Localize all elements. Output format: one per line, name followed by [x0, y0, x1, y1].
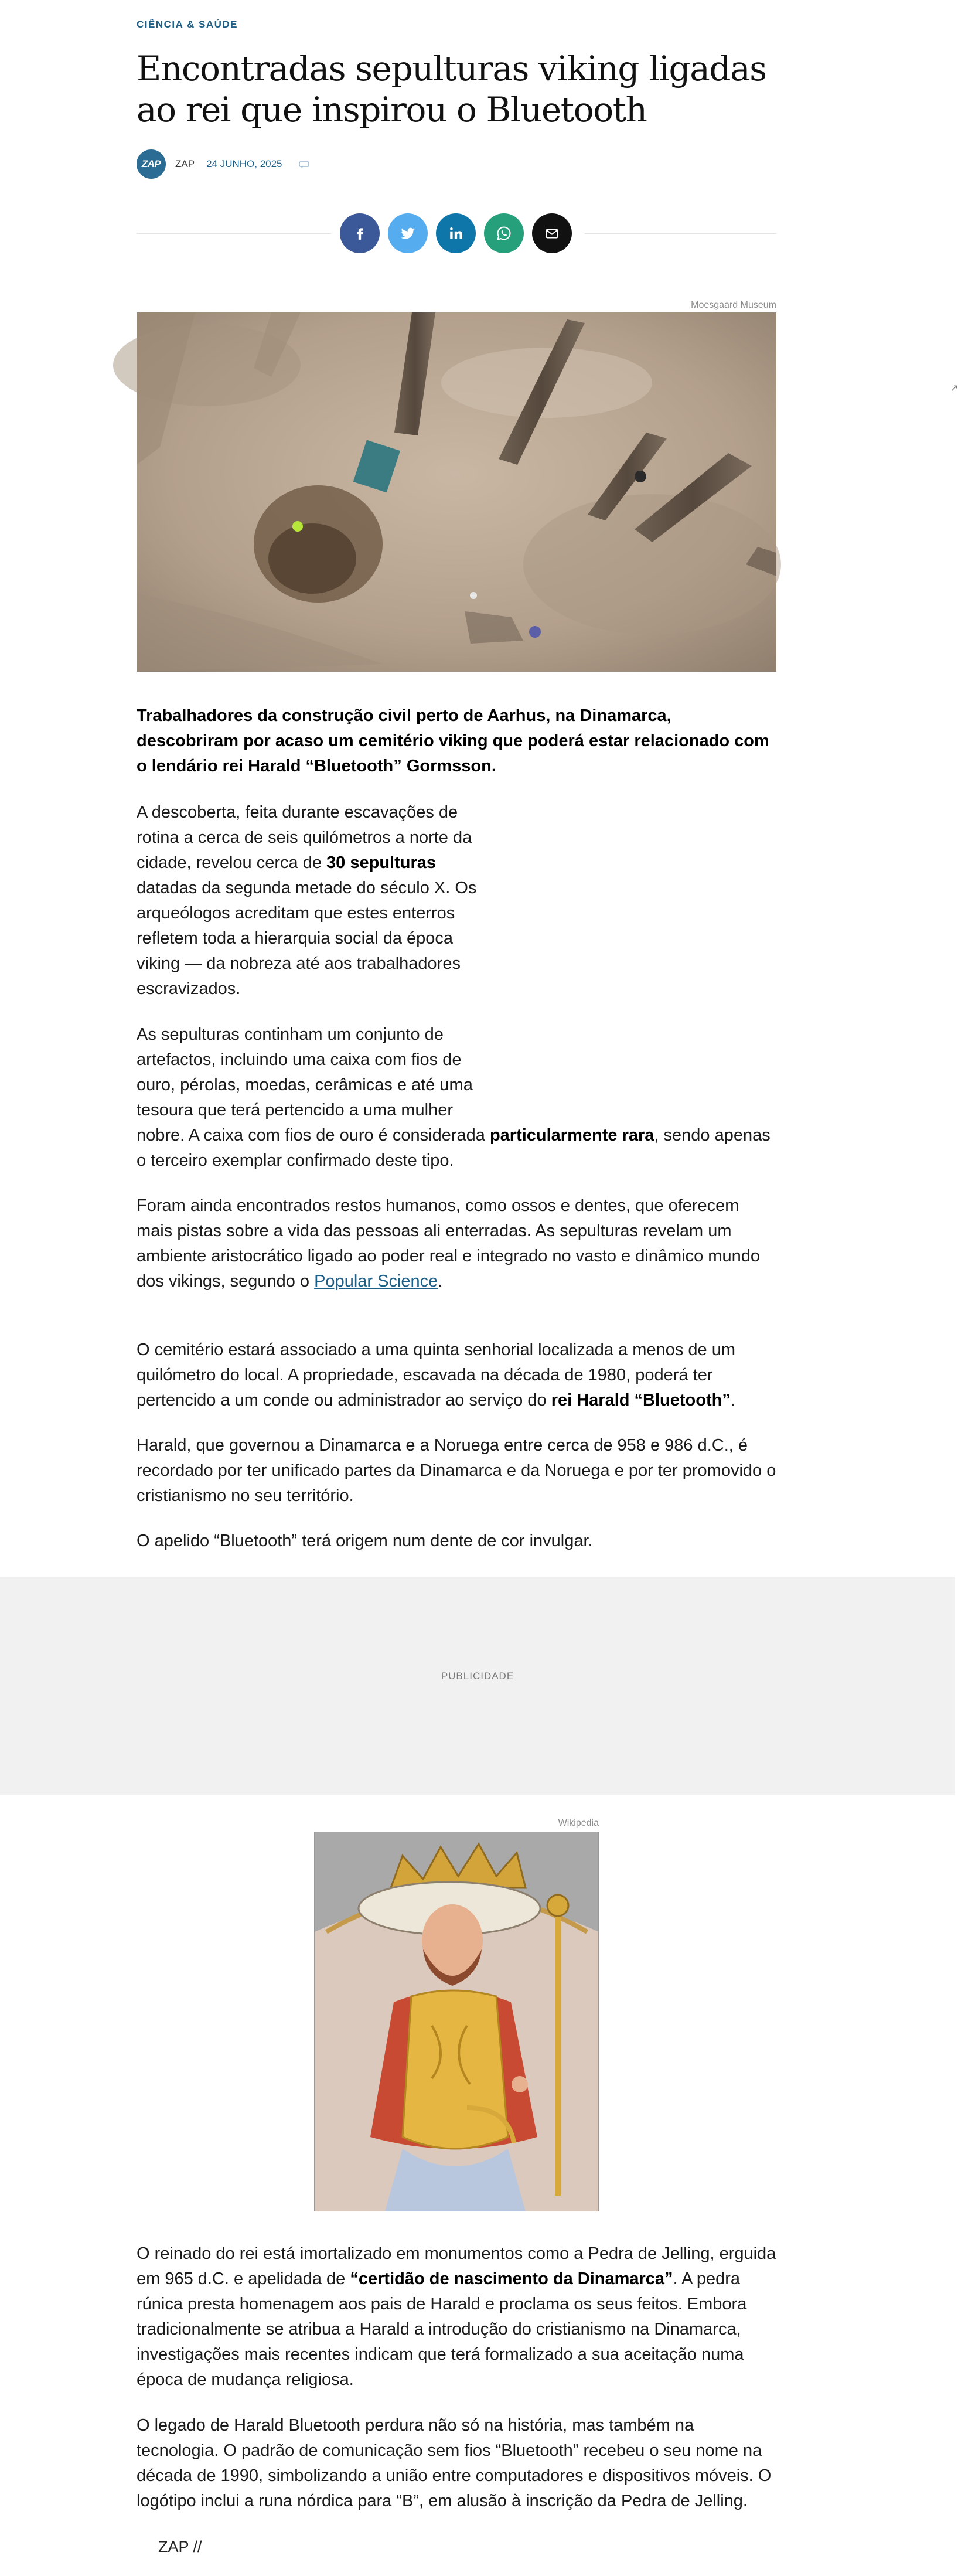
share-linkedin-button[interactable] — [436, 213, 476, 253]
paragraph-7: O reinado do rei está imortalizado em monumentos como a Pedra de Jelling, erguida em 965 d.C. e apelidada de “certidão de nascimento da Dinamarca”. A pedra rúnica presta homenagem aos pais de Harald e proclama os seus feitos. Embora tradicionalmente se atribua a Harald a introdução do cristianismo na Dinamarca, investigações mais recentes indicam que terá formalizado a sua aceitação numa época de mudança religiosa. — [137, 2244, 776, 2389]
share-facebook-button[interactable] — [340, 213, 380, 253]
paragraph-2: As sepulturas continham um conjunto de artefactos, incluindo uma caixa com fios de ouro, pérolas, moedas, cerâmicas e até uma tesoura que terá pertencido a uma mulher nobre. A caixa com fios de ouro é considerada particularmente rara, sendo apenas o terceiro exemplar confirmado deste tipo. — [137, 1025, 771, 1170]
king-harald-portrait — [315, 1832, 599, 2211]
linkedin-icon — [448, 226, 463, 241]
paragraph-6: O apelido “Bluetooth” terá origem num dente de cor invulgar. — [137, 1532, 593, 1550]
photo-credit: Moesgaard Museum — [691, 300, 776, 310]
paragraph-3: Foram ainda encontrados restos humanos, como ossos e dentes, que oferecem mais pistas sobre a vida das pessoas ali enterradas. As sepulturas revelam um ambiente aristocrático ligado ao poder real e integrado no vasto e dinâmico mundo dos vikings, segundo o Popular Science. — [137, 1196, 760, 1291]
divider-left — [137, 233, 331, 234]
share-email-button[interactable] — [532, 213, 572, 253]
author-avatar[interactable]: ZAP — [137, 149, 166, 179]
chevron-up-icon[interactable]: ↗ — [950, 383, 958, 393]
paragraph-1: A descoberta, feita durante escavações de rotina a cerca de seis quilómetros a norte da cidade, revelou cerca de 30 sepulturas datadas da segunda metade do século X. Os arqueólogos acreditam que estes enterros refletem toda a hierarquia social da época viking — da nobreza até aos trabalhadores escravizados. — [137, 803, 477, 998]
footer-signature: ZAP // — [158, 2538, 202, 2555]
mail-icon — [544, 226, 560, 241]
share-twitter-button[interactable] — [388, 213, 428, 253]
lead-paragraph: Trabalhadores da construção civil perto de Aarhus, na Dinamarca, descobriram por acaso um cemitério viking que poderá estar relacionado com o lendário rei Harald “Bluetooth” Gormsson. — [137, 706, 769, 775]
article-meta — [137, 149, 309, 179]
excavation-photo — [137, 312, 776, 672]
paragraph-8: O legado de Harald Bluetooth perdura não só na história, mas também na tecnologia. O padrão de comunicação sem fios “Bluetooth” recebeu o seu nome na década de 1990, simbolizando a união entre computadores e dispositivos móveis. O logótipo inclui a runa nórdica para “B”, em alusão à inscrição da Pedra de Jelling. — [137, 2416, 772, 2510]
portrait-credit: Wikipedia — [558, 1818, 599, 1828]
share-whatsapp-button[interactable] — [484, 213, 524, 253]
twitter-icon — [400, 225, 416, 241]
facebook-icon — [352, 226, 367, 241]
category-label[interactable]: CIÊNCIA & SAÚDE — [137, 19, 238, 30]
popular-science-link[interactable]: Popular Science — [314, 1272, 438, 1291]
share-bar — [340, 213, 572, 253]
whatsapp-icon — [496, 225, 512, 241]
author-link[interactable]: ZAP — [175, 158, 195, 169]
divider-right — [585, 233, 776, 234]
paragraph-4: O cemitério estará associado a uma quinta senhorial localizada a menos de um quilómetro do local. A propriedade, escavada na década de 1980, poderá ter pertencido a um conde ou administrador ao serviço do rei Harald “Bluetooth”. — [137, 1340, 735, 1410]
article-title: Encontradas sepulturas viking ligadas ao rei que inspirou o Bluetooth — [137, 49, 766, 130]
paragraph-5: Harald, que governou a Dinamarca e a Noruega entre cerca de 958 e 986 d.C., é recordado por ter unificado partes da Dinamarca e da Noruega e por ter promovido o cristianismo no seu território. — [137, 1436, 776, 1505]
comment-icon[interactable] — [299, 161, 309, 168]
publish-date: 24 JUNHO, 2025 — [206, 158, 282, 169]
ad-label: PUBLICIDADE — [441, 1670, 514, 1682]
advertisement-slot[interactable] — [0, 1577, 955, 1795]
